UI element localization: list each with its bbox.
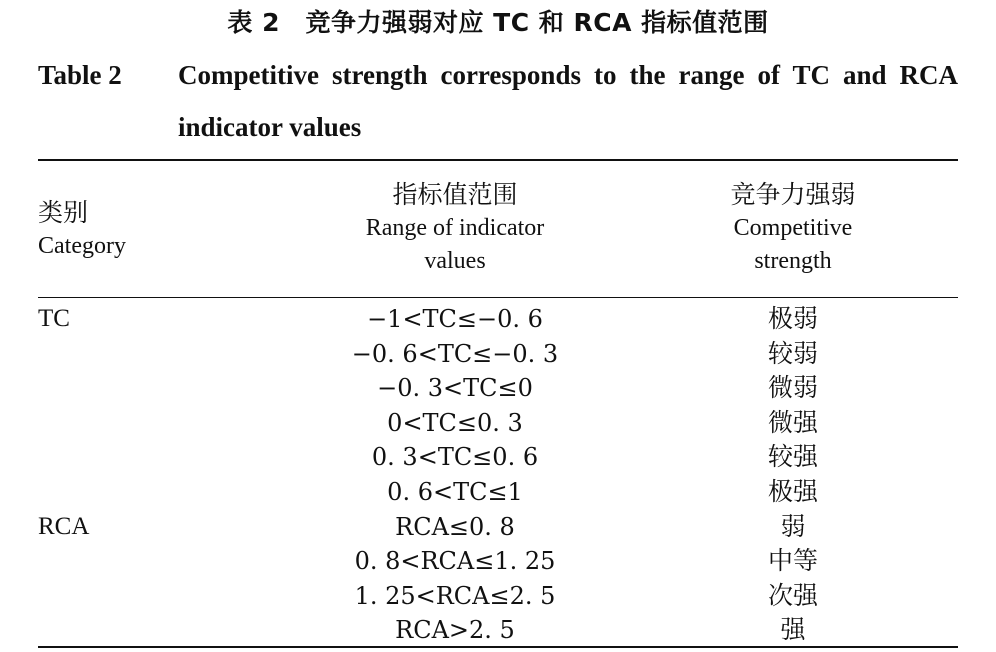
cell-range: RCA≤0. 8: [395, 512, 515, 541]
cell-range: 0. 8<RCA≤1. 25: [354, 547, 556, 576]
table-row: [38, 440, 958, 475]
cell-strength: 弱: [780, 511, 806, 541]
table-row: [38, 579, 958, 614]
cell-range: −0. 6<TC≤−0. 3: [351, 339, 559, 368]
table-row: [38, 302, 958, 337]
header-strength-en-line1: Competitive: [733, 215, 853, 241]
table-top-rule: [38, 159, 958, 161]
header-strength-en-line2: strength: [754, 248, 832, 274]
table-row: [38, 613, 958, 648]
cell-strength: 强: [780, 615, 806, 645]
cell-category: TC: [38, 305, 70, 332]
cell-strength: 次强: [767, 580, 818, 610]
header-range-en-line1: Range of indicator: [365, 215, 545, 241]
cell-strength: 较强: [767, 442, 818, 472]
table-row: [38, 475, 958, 510]
cell-range: 0<TC≤0. 3: [387, 408, 523, 437]
cell-range: 0. 3<TC≤0. 6: [371, 443, 539, 472]
table-row: [38, 544, 958, 579]
table-caption-en: Competitive strength corresponds to the range of TC and RCA indicator values: [178, 60, 958, 142]
header-category-en: Category: [38, 233, 126, 259]
table-row: [38, 371, 958, 406]
cell-range: −1<TC≤−0. 6: [367, 305, 543, 333]
header-range-cn: 指标值范围: [392, 180, 518, 209]
header-range: [300, 178, 610, 278]
cell-strength: 极弱: [767, 304, 818, 333]
table-row: [38, 406, 958, 441]
header-category-cn: 类别: [38, 198, 89, 227]
cell-strength: 极强: [767, 476, 818, 506]
header-range-en-line2: values: [424, 248, 486, 274]
table-header-rule: [38, 297, 958, 298]
cell-strength: 中等: [767, 546, 818, 576]
cell-strength: 微强: [767, 407, 818, 437]
table-caption-cn: 表 2 竞争力强弱对应 TC 和 RCA 指标值范围: [227, 8, 769, 37]
cell-range: 0. 6<TC≤1: [387, 477, 523, 506]
cell-range: 1. 25<RCA≤2. 5: [354, 581, 556, 610]
table-row: [38, 337, 958, 372]
header-strength: [638, 178, 948, 278]
table-body: [38, 302, 958, 648]
table-caption-en-label: Table 2: [38, 60, 122, 90]
header-category: [38, 196, 126, 263]
cell-range: RCA>2. 5: [395, 616, 515, 645]
table-row: [38, 510, 958, 545]
cell-category: RCA: [38, 512, 90, 540]
table-bottom-rule: [38, 646, 958, 648]
header-strength-cn: 竞争力强弱: [730, 180, 856, 209]
cell-range: −0. 3<TC≤0: [377, 374, 533, 403]
cell-strength: 微弱: [767, 373, 818, 403]
cell-strength: 较弱: [767, 338, 818, 368]
